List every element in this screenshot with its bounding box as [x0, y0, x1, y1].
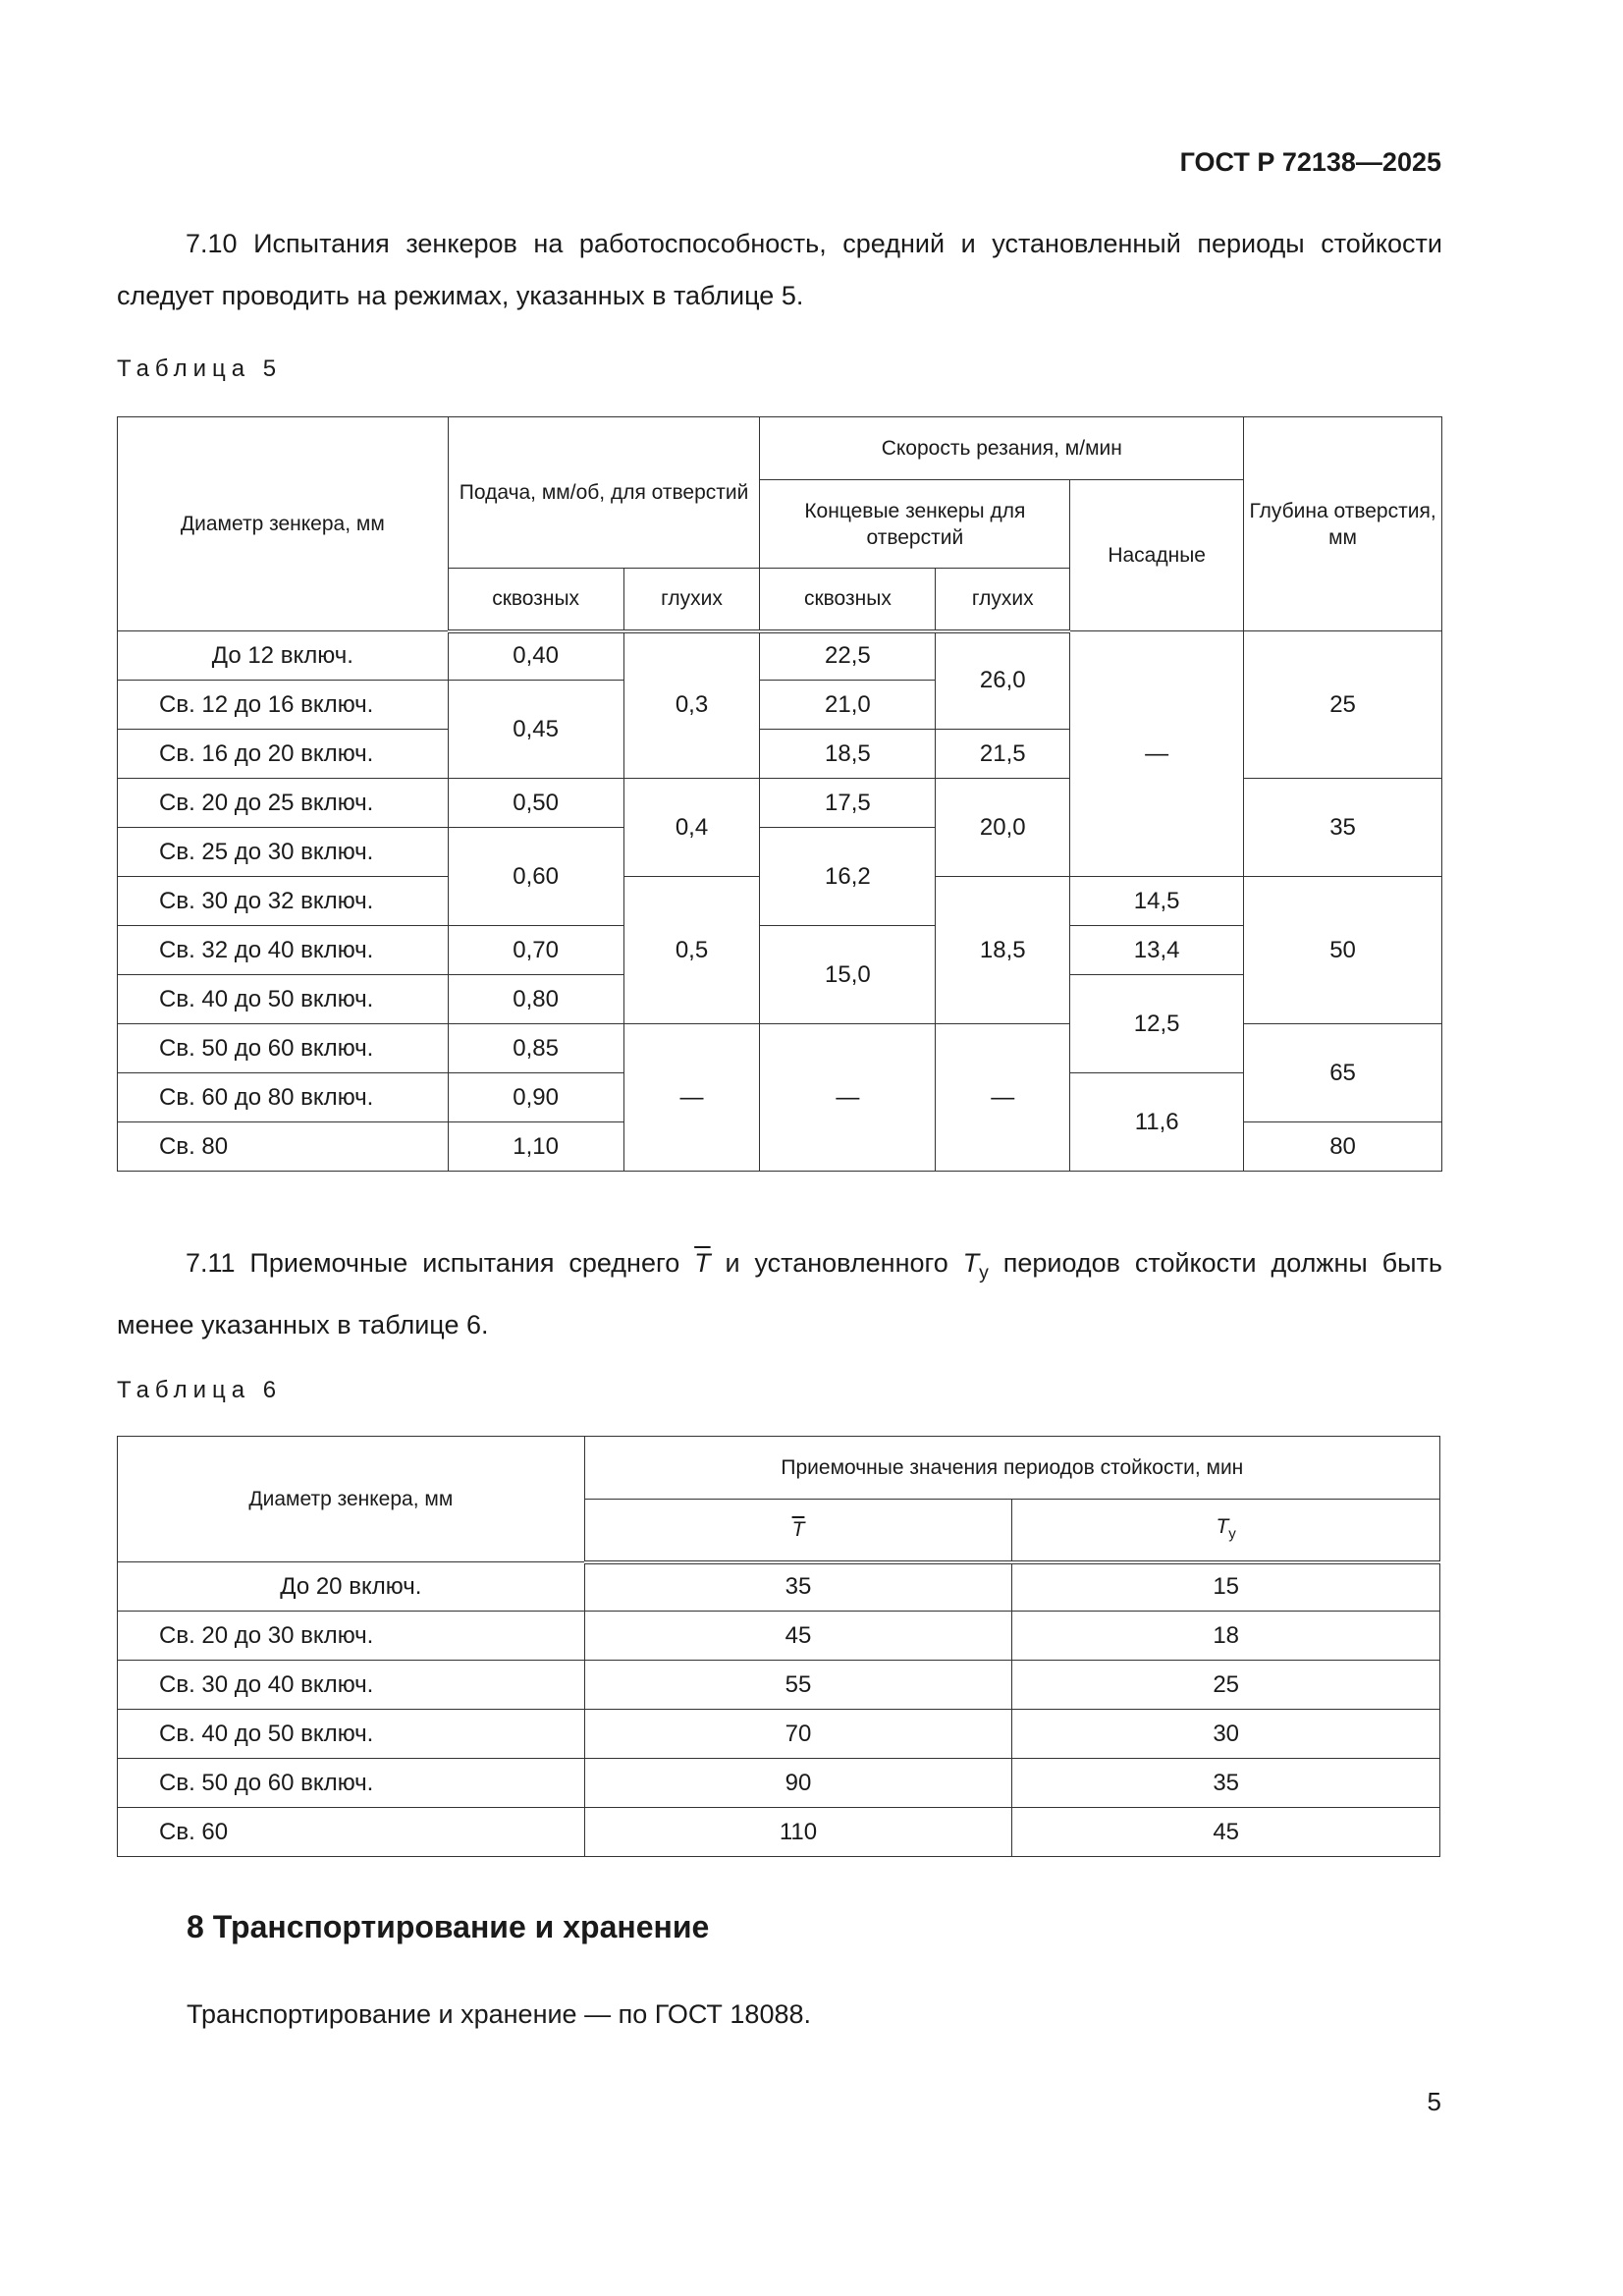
table-row [118, 1024, 1442, 1073]
t-mean-cell: 70 [584, 1710, 1012, 1759]
diameter-cell: Св. 80 [118, 1122, 449, 1172]
feed-blind-cell: 0,3 [623, 631, 760, 779]
table-6-caption: Таблица 6 [117, 1377, 283, 1403]
table-row [118, 779, 1442, 828]
feed-through-cell: 0,80 [448, 975, 623, 1024]
feed-through-cell: 0,40 [448, 631, 623, 681]
speed-end-blind-cell: 18,5 [936, 877, 1070, 1024]
t-set-cell: 25 [1012, 1661, 1440, 1710]
t-mean-cell: 35 [584, 1562, 1012, 1612]
header-depth: Глубина отверстия, мм [1244, 417, 1442, 631]
diameter-cell: Св. 50 до 60 включ. [118, 1024, 449, 1073]
section-8-text: Транспортирование и хранение — по ГОСТ 18088. [187, 1999, 812, 2029]
paragraph-number: 7.10 [186, 229, 238, 258]
feed-through-cell: 0,90 [448, 1073, 623, 1122]
t-set-cell: 15 [1012, 1562, 1440, 1612]
header-t-set: $T_у$ [1012, 1500, 1440, 1562]
diameter-cell: Св. 40 до 50 включ. [118, 1710, 585, 1759]
paragraph-7-11 [117, 1237, 1442, 1351]
page-number: 5 [1427, 2087, 1441, 2116]
diameter-cell: Св. 60 до 80 включ. [118, 1073, 449, 1122]
diameter-cell: Св. 20 до 30 включ. [118, 1612, 585, 1661]
table-6 [117, 1436, 1440, 1857]
speed-shell-cell: 13,4 [1070, 926, 1244, 975]
table-row [118, 926, 1442, 975]
speed-end-through-cell: 22,5 [760, 631, 936, 681]
feed-through-cell: 0,50 [448, 779, 623, 828]
diameter-cell: Св. 16 до 20 включ. [118, 730, 449, 779]
depth-cell: 80 [1244, 1122, 1442, 1172]
speed-end-blind-cell: 26,0 [936, 631, 1070, 730]
speed-end-through-cell: 21,0 [760, 681, 936, 730]
paragraph-text: Испытания зенкеров на работоспособность, средний и установленный периоды стойкости следует проводить на режимах, указанных в таблице 5. [117, 229, 1442, 310]
feed-blind-cell: — [623, 1024, 760, 1172]
paragraph-7-10 [117, 218, 1442, 322]
header-speed-blind: глухих [936, 569, 1070, 631]
diameter-cell: Св. 12 до 16 включ. [118, 681, 449, 730]
diameter-cell: Св. 20 до 25 включ. [118, 779, 449, 828]
header-speed: Скорость резания, м/мин [760, 417, 1244, 480]
depth-cell: 35 [1244, 779, 1442, 877]
t-set-cell: 45 [1012, 1808, 1440, 1857]
header-end-mills: Концевые зенкеры для отверстий [760, 480, 1070, 569]
diameter-cell: До 12 включ. [118, 631, 449, 681]
paragraph-text-start: Приемочные испытания среднего [249, 1248, 680, 1278]
speed-end-through-cell: — [760, 1024, 936, 1172]
section-8-heading: 8 Транспортирование и хранение [187, 1909, 710, 1944]
paragraph-number: 7.11 [186, 1248, 236, 1278]
feed-blind-cell: 0,5 [623, 877, 760, 1024]
diameter-cell: Св. 60 [118, 1808, 585, 1857]
header-diameter: Диаметр зенкера, мм [118, 1437, 585, 1562]
speed-shell-cell: 14,5 [1070, 877, 1244, 926]
t-mean-symbol: $\overline{T}$ [694, 1248, 711, 1278]
speed-shell-cell: 11,6 [1070, 1073, 1244, 1172]
table-5-caption: Таблица 5 [117, 355, 283, 382]
header-feed: Подача, мм/об, для отверстий [448, 417, 760, 569]
diameter-cell: Св. 50 до 60 включ. [118, 1759, 585, 1808]
table-row [118, 1710, 1440, 1759]
speed-end-blind-cell: — [936, 1024, 1070, 1172]
t-set-cell: 18 [1012, 1612, 1440, 1661]
header-diameter: Диаметр зенкера, мм [118, 417, 449, 631]
t-mean-cell: 90 [584, 1759, 1012, 1808]
t-set-cell: 35 [1012, 1759, 1440, 1808]
paragraph-text-end: периодов стойкости должны быть менее указанных в таблице 6. [117, 1248, 1442, 1339]
diameter-cell: Св. 30 до 40 включ. [118, 1661, 585, 1710]
header-t-mean: $\overline{T}$ [584, 1500, 1012, 1562]
header-feed-through: сквозных [448, 569, 623, 631]
t-set-cell: 30 [1012, 1710, 1440, 1759]
speed-end-blind-cell: 21,5 [936, 730, 1070, 779]
t-mean-cell: 45 [584, 1612, 1012, 1661]
speed-end-blind-cell: 20,0 [936, 779, 1070, 877]
table-5 [117, 416, 1442, 1172]
diameter-cell: Св. 32 до 40 включ. [118, 926, 449, 975]
depth-cell: 25 [1244, 631, 1442, 779]
feed-through-cell: 0,60 [448, 828, 623, 926]
header-acceptance-values: Приемочные значения периодов стойкости, мин [584, 1437, 1439, 1500]
t-set-symbol: $T_у$ [962, 1248, 989, 1284]
speed-end-through-cell: 16,2 [760, 828, 936, 926]
feed-through-cell: 0,45 [448, 681, 623, 779]
depth-cell: 50 [1244, 877, 1442, 1024]
depth-cell: 65 [1244, 1024, 1442, 1122]
header-speed-through: сквозных [760, 569, 936, 631]
diameter-cell: До 20 включ. [118, 1562, 585, 1612]
feed-through-cell: 1,10 [448, 1122, 623, 1172]
t-mean-cell: 110 [584, 1808, 1012, 1857]
speed-end-through-cell: 17,5 [760, 779, 936, 828]
feed-through-cell: 0,70 [448, 926, 623, 975]
table-row [118, 1612, 1440, 1661]
feed-through-cell: 0,85 [448, 1024, 623, 1073]
header-shell: Насадные [1070, 480, 1244, 631]
table-row [118, 1562, 1440, 1612]
header-feed-blind: глухих [623, 569, 760, 631]
speed-end-through-cell: 15,0 [760, 926, 936, 1024]
diameter-cell: Св. 40 до 50 включ. [118, 975, 449, 1024]
paragraph-text-middle: и установленного [725, 1248, 948, 1278]
table-row [118, 1759, 1440, 1808]
feed-blind-cell: 0,4 [623, 779, 760, 877]
speed-shell-cell: — [1070, 631, 1244, 877]
standard-designation: ГОСТ Р 72138—2025 [1179, 147, 1441, 177]
table-row [118, 1661, 1440, 1710]
speed-shell-cell: 12,5 [1070, 975, 1244, 1073]
diameter-cell: Св. 30 до 32 включ. [118, 877, 449, 926]
speed-end-through-cell: 18,5 [760, 730, 936, 779]
table-row [118, 1808, 1440, 1857]
t-mean-cell: 55 [584, 1661, 1012, 1710]
table-row [118, 631, 1442, 681]
diameter-cell: Св. 25 до 30 включ. [118, 828, 449, 877]
